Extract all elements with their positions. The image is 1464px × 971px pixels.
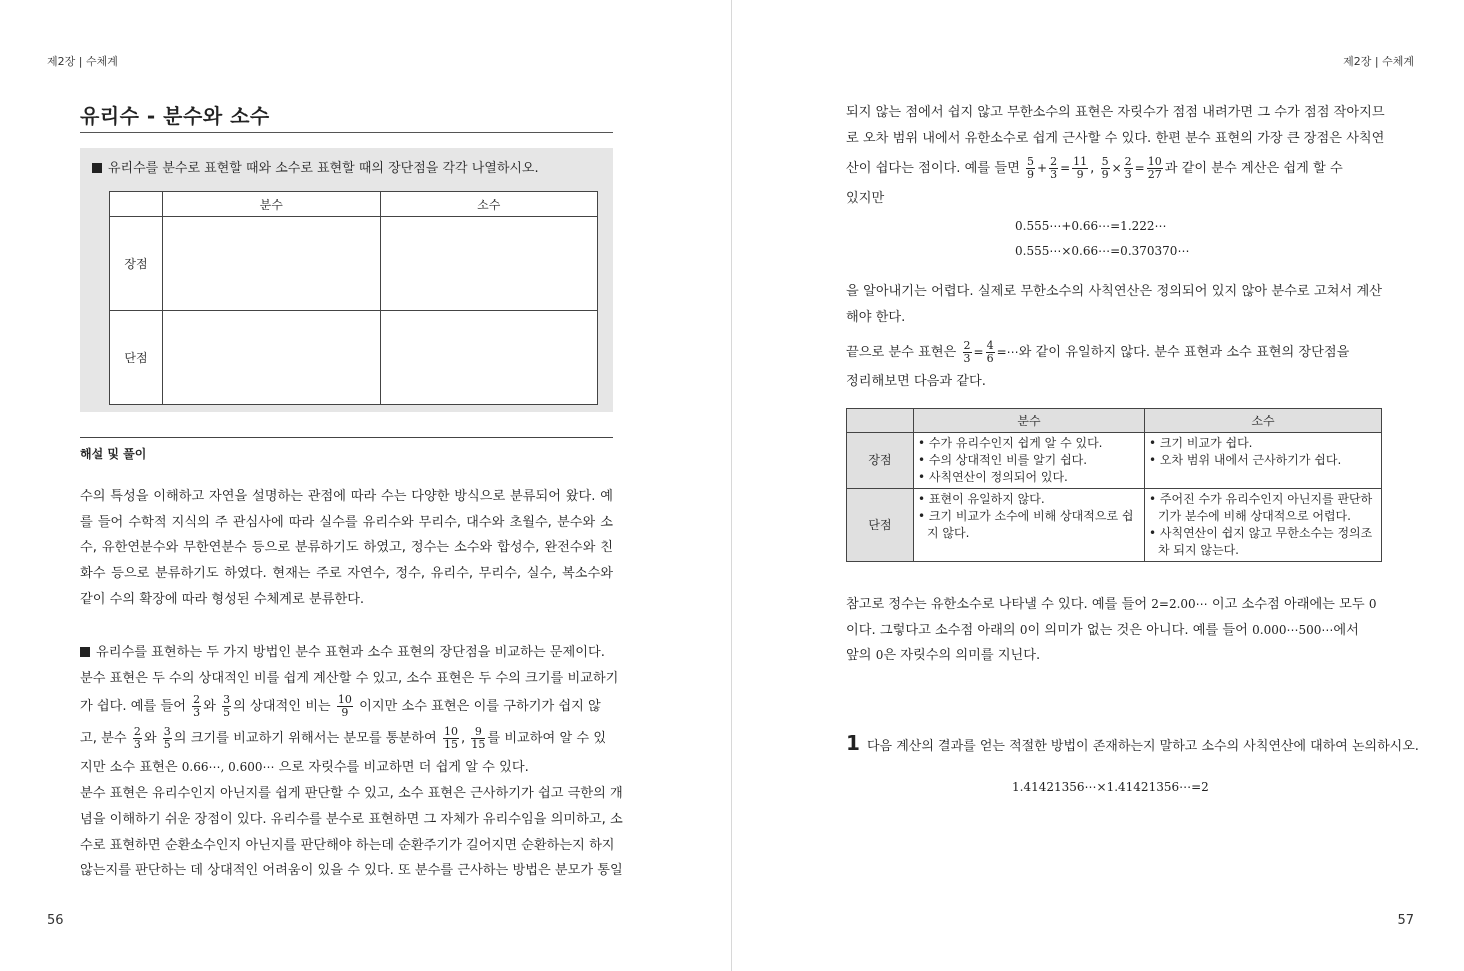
answer-cell [163, 311, 381, 405]
answer-paragraph [80, 640, 623, 884]
paragraph-1 [846, 100, 1385, 212]
table-header: 분수 [914, 409, 1145, 433]
text-line: 로 오차 범위 내에서 유한소수로 쉽게 근사할 수 있다. 한편 분수 표현의 가장 큰 장점은 사칙연 [846, 130, 1385, 146]
table-cell [1145, 489, 1382, 562]
paragraph-2: 을 알아내기는 어렵다. 실제로 무한소수의 사칙연산은 정의되어 있지 않아 분수로 고쳐서 계산해야 한다. [846, 284, 1382, 325]
fraction: $\frac{3}{5}$ [223, 692, 231, 719]
left-page [0, 0, 731, 971]
intro-paragraph: 수의 특성을 이해하고 자연을 설명하는 관점에 따라 수는 다양한 방식으로 분류되어 왔다. 예를 들어 수학적 지식의 주 관심사에 따라 실수를 유리수와 무리수, 대수와 초월수, 분수와 소수, 유한연분수와 무한연분수 등으로 분류하기도 하였고, 정수는 소수와 합성수, 완전수와 친화수 등으로 분류하기도 하였다. 현재는 주로 자연수, 정수, 유리수, 무리수, 실수, 복소수와 같이 수의 확장에 따라 형성된 수체계로 분류한다. [80, 489, 613, 607]
table-header: 분수 [163, 192, 381, 217]
table-corner [110, 192, 163, 217]
fraction: $\frac{3}{5}$ [163, 724, 171, 751]
right-page [732, 0, 1464, 971]
text-line: 정리해보면 다음과 같다. [846, 374, 986, 389]
text-line: 참고로 정수는 유한소수로 나타낼 수 있다. 예를 들어 2=2.00⋯ 이고 소수점 아래에는 모두 0 [846, 597, 1377, 612]
answer-cell [380, 311, 598, 405]
text-line: 되지 않는 점에서 쉽지 않고 무한소수의 표현은 자릿수가 점점 내려가면 그 수가 점점 작아지므 [846, 105, 1385, 120]
answer-line: 않는지를 판단하는 데 상대적인 어려움이 있을 수 있다. 또 분수를 근사하는 방법은 분모가 통일 [80, 863, 623, 879]
list-item: • 크기 비교가 쉽다. [1149, 436, 1253, 450]
fraction: $\frac{5}{9}$ [1027, 154, 1035, 181]
answer-line: 가 쉽다. 예를 들어 $\frac{2}{3}$ 와 $\frac{3}{5}$ 의 상대적인 비는 $\frac{10}{9}$ 이지만 소수 표현은 이를 구하기가 쉽지 않 [80, 692, 601, 719]
text-line: 이다. 그렇다고 소수점 아래의 0이 의미가 없는 것은 아니다. 예를 들어 0.000⋯500⋯에서 [846, 622, 1359, 638]
question-text: 유리수를 분수로 표현할 때와 소수로 표현할 때의 장단점을 각각 나열하시오. [92, 157, 539, 176]
problem-number: 1 [846, 731, 860, 755]
table-header: 소수 [1145, 409, 1382, 433]
text-line: 끝으로 분수 표현은 $\frac{2}{3}$ = $\frac{4}{6}$ =⋯와 같이 유일하지 않다. 분수 표현과 소수 표현의 장단점을 [846, 338, 1350, 365]
answer-cell [163, 217, 381, 311]
answer-line: 지만 소수 표현은 0.66⋯, 0.600⋯ 으로 자릿수를 비교하면 더 쉽게 알 수 있다. [80, 760, 529, 776]
problem-text: 다음 계산의 결과를 얻는 적절한 방법이 존재하는지 말하고 소수의 사칙연산에 대하여 논의하시오. [867, 739, 1419, 754]
list-item: • 표현이 유일하지 않다. [918, 492, 1045, 506]
list-item: • 수의 상대적인 비를 알기 쉽다. [918, 453, 1088, 467]
list-item: • 주어진 수가 유리수인지 아닌지를 판단하기가 분수에 비해 상대적으로 어렵다. [1149, 492, 1373, 523]
paragraph-4 [846, 592, 1382, 669]
table-cell [1145, 433, 1382, 489]
table-corner [847, 409, 914, 433]
fraction: $\frac{2}{3}$ [133, 724, 141, 751]
row-label: 단점 [110, 311, 163, 405]
paragraph-3 [846, 336, 1382, 395]
answer-line: 수로 표현하면 순환소수인지 아닌지를 판단해야 하는데 순환주기가 길어지면 순환하는지 하지 [80, 837, 615, 853]
text-line: 산이 쉽다는 점이다. 예를 들면 $\frac{5}{9}$ + $\frac{2}{3}$ = $\frac{11}{9}$ , $\frac{5}{9}$ × $\frac{2}{3}$ = $\frac{10}{27}$ 과 같이 분수 계산은 쉽게 할 수 [846, 154, 1343, 181]
fraction: $\frac{9}{15}$ [471, 724, 486, 751]
fraction: $\frac{10}{9}$ [337, 692, 352, 719]
answer-line: 념을 이해하기 쉬운 장점이 있다. 유리수를 분수로 표현하면 그 자체가 유리수임을 의미하고, 소 [80, 811, 623, 827]
running-head: 제2장 | 수체계 [1343, 55, 1414, 68]
page-number: 57 [1397, 913, 1414, 928]
list-item: • 크기 비교가 소수에 비해 상대적으로 쉽지 않다. [918, 509, 1134, 540]
answer-cell [380, 217, 598, 311]
fraction: $\frac{5}{9}$ [1101, 154, 1109, 181]
running-head: 제2장 | 수체계 [47, 55, 118, 68]
row-label: 장점 [847, 433, 914, 489]
fraction: $\frac{2}{3}$ [1050, 154, 1058, 181]
problem-equation: 1.41421356⋯×1.41421356⋯=2 [1012, 780, 1209, 794]
answer-line: 유리수를 표현하는 두 가지 방법인 분수 표현과 소수 표현의 장단점을 비교하는 문제이다. [80, 640, 613, 666]
fraction: $\frac{2}{3}$ [1124, 154, 1132, 181]
equation: 0.555⋯+0.66⋯=1.222⋯ [1015, 219, 1167, 233]
answer-line: 분수 표현은 두 수의 상대적인 비를 쉽게 계산할 수 있고, 소수 표현은 두 수의 크기를 비교하기 [80, 670, 619, 686]
equation: 0.555⋯×0.66⋯=0.370370⋯ [1015, 244, 1190, 258]
fraction: $\frac{10}{15}$ [443, 724, 458, 751]
fraction: $\frac{11}{9}$ [1073, 154, 1088, 181]
square-bullet-icon [92, 163, 102, 173]
answer-line: 분수 표현은 유리수인지 아닌지를 쉽게 판단할 수 있고, 소수 표현은 근사하기가 쉽고 극한의 개 [80, 786, 623, 802]
question-box [80, 148, 613, 412]
row-label: 장점 [110, 217, 163, 311]
table-cell [914, 433, 1145, 489]
summary-table [846, 408, 1382, 562]
solution-heading: 해설 및 풀이 [80, 437, 613, 462]
answer-line: 고, 분수 $\frac{2}{3}$ 와 $\frac{3}{5}$ 의 크기를 비교하기 위해서는 분모를 통분하여 $\frac{10}{15}$ , $\frac{9}{15}$ 를 비교하여 알 수 있 [80, 724, 607, 751]
fraction: $\frac{4}{6}$ [986, 338, 994, 365]
text-line: 있지만 [846, 191, 885, 207]
fraction: $\frac{2}{3}$ [963, 338, 971, 365]
text-line: 앞의 0은 자릿수의 의미를 지닌다. [846, 648, 1041, 664]
page-number: 56 [47, 913, 64, 928]
table-header: 소수 [380, 192, 598, 217]
list-item: • 수가 유리수인지 쉽게 알 수 있다. [918, 436, 1103, 450]
row-label: 단점 [847, 489, 914, 562]
page-title: 유리수 - 분수와 소수 [80, 100, 613, 133]
square-bullet-icon [80, 647, 90, 657]
fraction: $\frac{2}{3}$ [193, 692, 201, 719]
answer-table [109, 191, 598, 405]
list-item: • 오차 범위 내에서 근사하기가 쉽다. [1149, 453, 1342, 467]
table-cell [914, 489, 1145, 562]
fraction: $\frac{10}{27}$ [1147, 154, 1162, 181]
list-item: • 사칙연산이 정의되어 있다. [918, 470, 1068, 484]
list-item: • 사칙연산이 쉽지 않고 무한소수는 정의조차 되지 않는다. [1149, 526, 1373, 557]
